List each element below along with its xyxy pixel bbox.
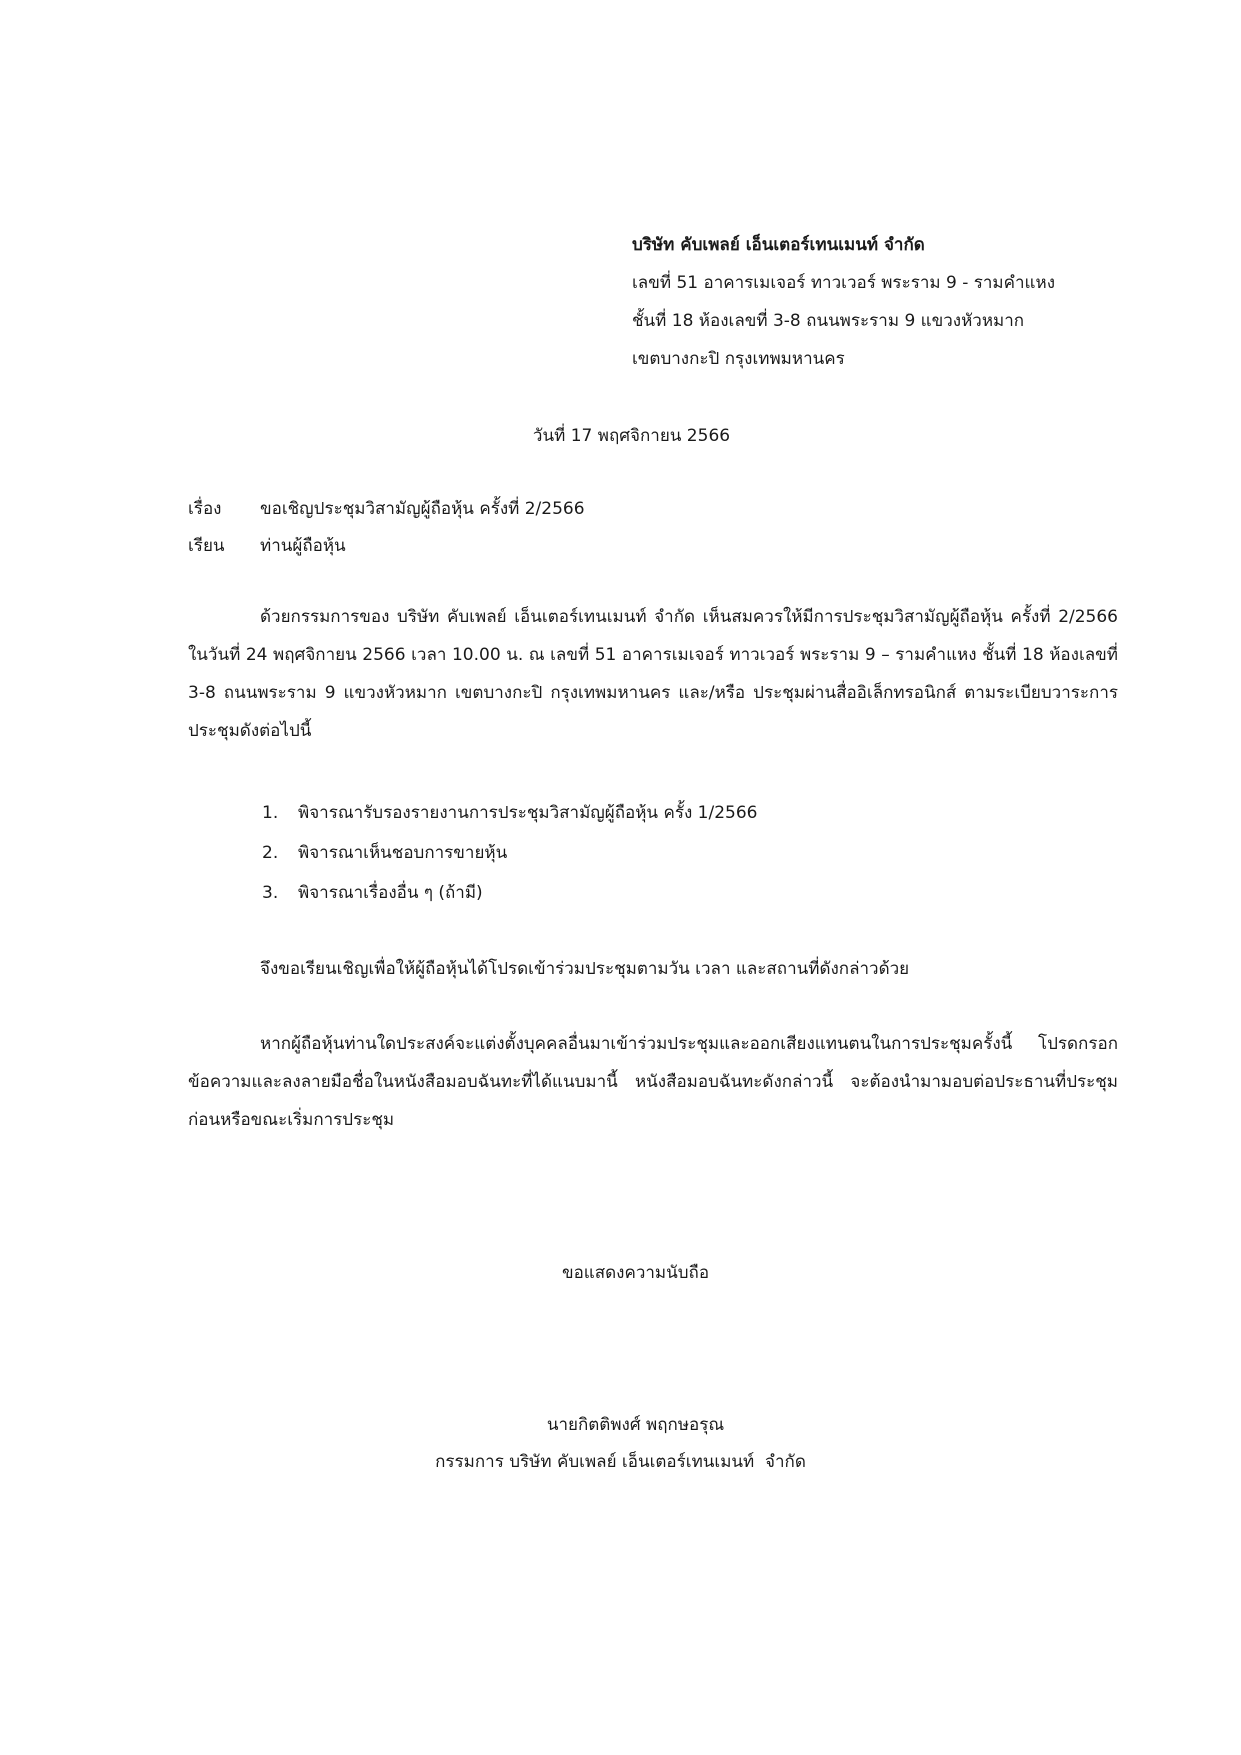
agenda-number: 3.: [262, 883, 279, 903]
subject-row: [188, 491, 585, 527]
agenda-text: พิจารณาเรื่องอื่น ๆ (ถ้ามี): [298, 883, 483, 903]
recipient-row: [188, 528, 346, 564]
agenda-number: 2.: [262, 843, 279, 863]
address-line-1: เลขที่ 51 อาคารเมเจอร์ ทาวเวอร์ พระราม 9 - รามคำแหง: [632, 273, 1056, 293]
company-name: บริษัท คับเพลย์ เอ็นเตอร์เทนเมนท์ จำกัด: [632, 235, 925, 255]
subject-text: ขอเชิญประชุมวิสามัญผู้ถือหุ้น ครั้งที่ 2/2566: [260, 499, 585, 519]
signer-title: กรรมการ บริษัท คับเพลย์ เอ็นเตอร์เทนเมนท์ จำกัด: [435, 1452, 806, 1472]
address-line-3: เขตบางกะปิ กรุงเทพมหานคร: [632, 349, 845, 369]
recipient-text: ท่านผู้ถือหุ้น: [260, 536, 346, 556]
recipient-label: เรียน: [188, 536, 225, 556]
closing-regards: ขอแสดงความนับถือ: [561, 1263, 710, 1283]
agenda-text: พิจารณาเห็นชอบการขายหุ้น: [298, 843, 508, 863]
agenda-item: [262, 833, 757, 873]
letter-date: วันที่ 17 พฤศจิกายน 2566: [532, 426, 731, 446]
subject-label: เรื่อง: [188, 499, 222, 519]
invitation-sentence: จึงขอเรียนเชิญเพื่อให้ผู้ถือหุ้นได้โปรดเข้าร่วมประชุมตามวัน เวลา และสถานที่ดังกล่าวด้วย: [260, 959, 910, 979]
address-line-2: ชั้นที่ 18 ห้องเลขที่ 3-8 ถนนพระราม 9 แขวงหัวหมาก: [632, 311, 1025, 331]
agenda-list: [262, 793, 757, 913]
agenda-item: [262, 793, 757, 833]
agenda-text: พิจารณารับรองรายงานการประชุมวิสามัญผู้ถือหุ้น ครั้ง 1/2566: [298, 803, 758, 823]
agenda-item: [262, 873, 757, 913]
intro-paragraph: ด้วยกรรมการของ บริษัท คับเพลย์ เอ็นเตอร์เทนเมนท์ จำกัด เห็นสมควรให้มีการประชุมวิสามัญผู้ถือหุ้น ครั้งที่ 2/2566 ในวันที่ 24 พฤศจิกายน 2566 เวลา 10.00 น. ณ เลขที่ 51 อาคารเมเจอร์ ทาวเวอร์ พระราม 9 – รามคำแหง ชั้นที่ 18 ห้องเลขที่ 3-8 ถนนพระราม 9 แขวงหัวหมาก เขตบางกะปิ กรุงเทพมหานคร และ/หรือ ประชุมผ่านสื่ออิเล็กทรอนิกส์ ตามระเบียบวาระการประชุมดังต่อไปนี้: [188, 607, 1118, 741]
company-header: [632, 226, 1152, 378]
signer-name: นายกิตติพงศ์ พฤกษอรุณ: [546, 1415, 725, 1435]
agenda-number: 1.: [262, 803, 279, 823]
proxy-paragraph: หากผู้ถือหุ้นท่านใดประสงค์จะแต่งตั้งบุคคลอื่นมาเข้าร่วมประชุมและออกเสียงแทนตนในการประชุมครั้งนี้ โปรดกรอกข้อความและลงลายมือชื่อในหนังสือมอบฉันทะที่ได้แนบมานี้ หนังสือมอบฉันทะดังกล่าวนี้ จะต้องนำมามอบต่อประธานที่ประชุมก่อนหรือขณะเริ่มการประชุม: [188, 1034, 1118, 1130]
